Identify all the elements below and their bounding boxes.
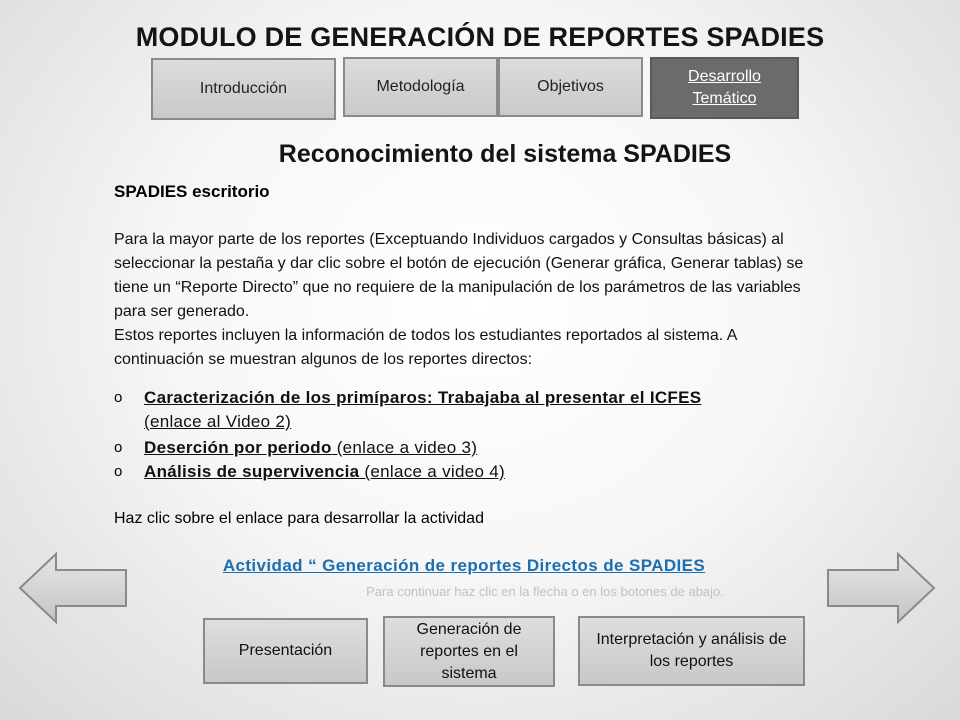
hint-text: Para continuar haz clic en la flecha o en los botones de abajo. [366,584,724,599]
section-title: Reconocimiento del sistema SPADIES [278,140,732,168]
tab-objetivos[interactable] [498,57,643,117]
generacion-reportes-button[interactable] [383,616,555,687]
button-label: Presentación [238,642,333,659]
presentacion-button[interactable] [203,618,368,684]
link-note: (enlace a video 3) [331,438,478,457]
list-item [114,386,764,434]
video-link[interactable] [144,388,701,431]
link-title: Análisis de supervivencia [144,462,360,481]
activity-link[interactable]: Actividad “ Generación de reportes Directos de SPADIES [222,556,706,575]
bullet-marker: o [114,439,123,456]
bullet-marker: o [114,389,123,406]
section-heading: SPADIES escritorio [114,182,270,201]
next-arrow-icon[interactable] [826,552,936,624]
previous-arrow-icon[interactable] [18,552,128,624]
paragraph: Estos reportes incluyen la información de todos los estudiantes reportados al sistema. A continuación se muestran algunos de los reportes directos: [114,327,737,368]
button-label: Interpretación y análisis de los reportes [596,631,787,670]
paragraph: Para la mayor parte de los reportes (Exceptuando Individuos cargados y Consultas básicas) al seleccionar la pestaña y dar clic sobre el botón de ejecución (Generar gráfica, Generar tablas) se tiene un “Reporte Directo” que no requiere de la manipulación de los parámetros de las variables para ser generado. [114,231,804,320]
link-title: Caracterización de los primíparos: Trabajaba al presentar el ICFES [144,388,702,407]
tab-label: Objetivos [537,78,604,95]
video-link[interactable] [144,438,477,457]
tab-metodologia[interactable] [343,57,498,117]
page-title: MODULO DE GENERACIÓN DE REPORTES SPADIES [135,22,825,52]
link-note: (enlace al Video 2) [144,412,292,431]
list-item [114,460,764,484]
list-item [114,436,764,460]
tab-label: Metodología [376,78,465,95]
tab-introduccion[interactable] [151,58,336,120]
interpretacion-analisis-button[interactable] [578,616,805,686]
link-note: (enlace a video 4) [359,462,505,481]
instruction-text: Haz clic sobre el enlace para desarrollar la actividad [114,510,484,527]
report-list [114,386,764,484]
link-title: Deserción por periodo [144,438,332,457]
body-text [114,228,804,372]
tab-label: Introducción [199,80,288,97]
tab-label: Desarrollo Temático [688,68,761,107]
button-label: Generación de reportes en el sistema [416,620,522,682]
tab-desarrollo-tematico[interactable] [650,57,799,119]
bullet-marker: o [114,463,123,480]
video-link[interactable] [144,462,505,481]
